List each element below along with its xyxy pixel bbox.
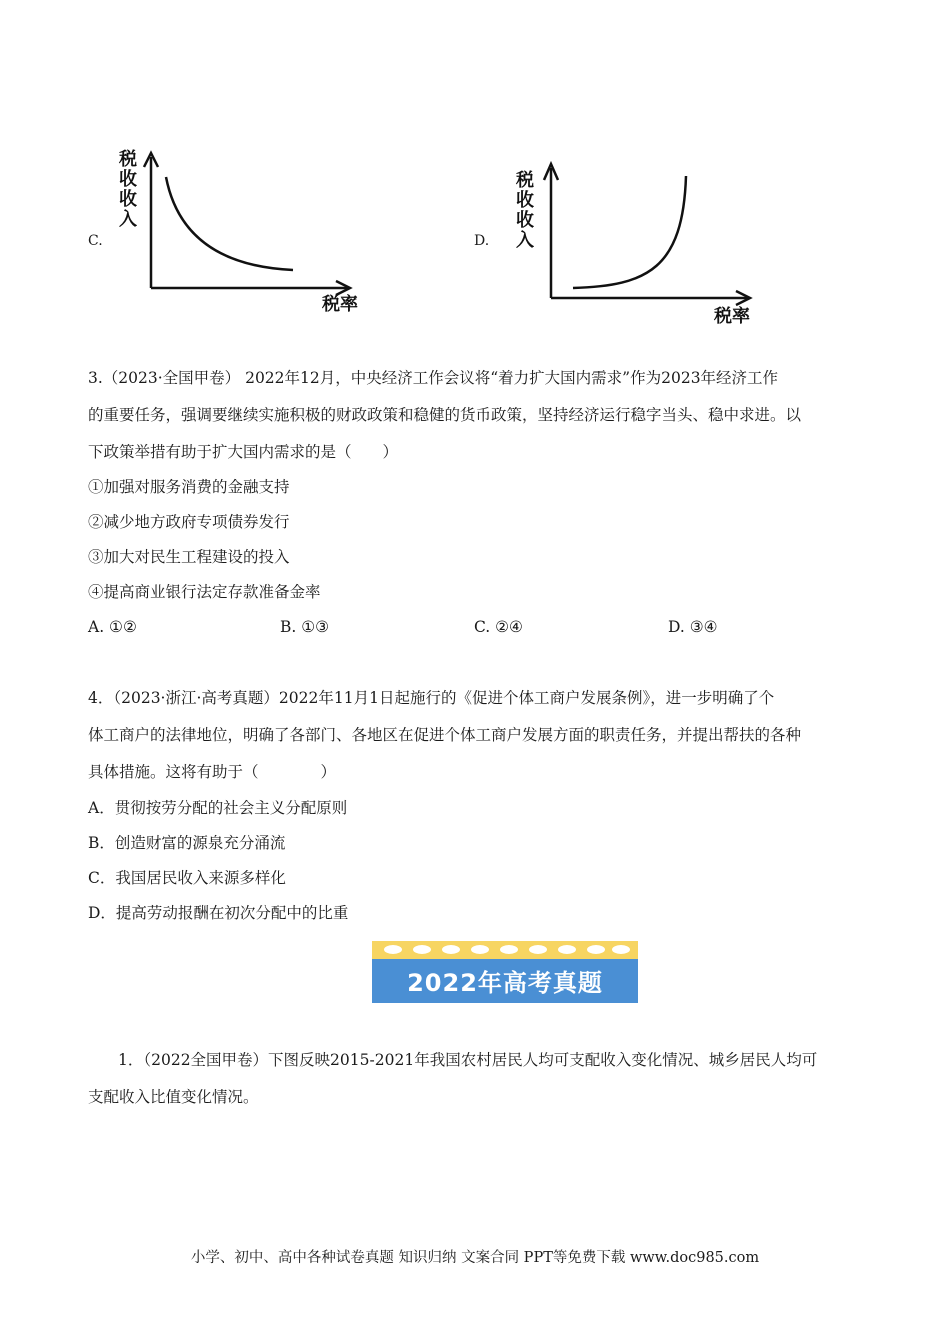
option-d-label: D. xyxy=(474,233,490,249)
banner-dot xyxy=(558,945,576,954)
q3-option-c: C. ②④ xyxy=(474,618,523,636)
q4-stem-line-3: 具体措施。这将有助于（ ） xyxy=(88,763,337,781)
q2022-1-stem-line-1: 1．（2022全国甲卷）下图反映2015-2021年我国农村居民人均可支配收入变化情况、城乡居民人均可 xyxy=(118,1051,818,1069)
banner-dot-strip xyxy=(372,941,638,959)
chart-d-curve xyxy=(573,176,686,288)
q4-option-c: C．我国居民收入来源多样化 xyxy=(88,869,286,887)
q4-option-d: D．提高劳动报酬在初次分配中的比重 xyxy=(88,904,349,922)
banner-dot xyxy=(442,945,460,954)
chart-c xyxy=(108,145,368,320)
chart-c-curve xyxy=(166,177,293,270)
chart-d-ylabel-4: 入 xyxy=(516,230,534,251)
banner-dot xyxy=(500,945,518,954)
q2022-1-stem-line-2: 支配收入比值变化情况。 xyxy=(88,1088,259,1106)
chart-c-ylabel-1: 税 xyxy=(119,149,137,170)
banner-dot xyxy=(587,945,605,954)
q3-option-a: A. ①② xyxy=(88,618,137,636)
q3-stem-line-2: 的重要任务，强调要继续实施积极的财政政策和稳健的货币政策，坚持经济运行稳字当头、稳中求进。以 xyxy=(88,406,802,424)
banner-dot xyxy=(529,945,547,954)
banner-dot xyxy=(384,945,402,954)
banner-title: 2022年高考真题 xyxy=(407,969,603,997)
q3-option-b: B. ①③ xyxy=(280,618,330,636)
q3-item-3: ③加大对民生工程建设的投入 xyxy=(88,548,290,566)
chart-d-ylabel-1: 税 xyxy=(516,170,534,191)
banner-dot xyxy=(471,945,489,954)
q4-option-a: A．贯彻按劳分配的社会主义分配原则 xyxy=(88,799,348,817)
chart-c-ylabel-2: 收 xyxy=(119,169,137,190)
q3-item-1: ①加强对服务消费的金融支持 xyxy=(88,478,290,496)
q3-option-d: D. ③④ xyxy=(668,618,718,636)
q4-stem-line-1: 4．（2023·浙江·高考真题）2022年11月1日起施行的《促进个体工商户发展条例》，进一步明确了个 xyxy=(88,689,775,707)
q3-item-2: ②减少地方政府专项债券发行 xyxy=(88,513,290,531)
q3-stem-line-1: 3.（2023·全国甲卷） 2022年12月，中央经济工作会议将“着力扩大国内需求”作为2023年经济工作 xyxy=(88,369,779,387)
q4-stem-line-2: 体工商户的法律地位，明确了各部门、各地区在促进个体工商户发展方面的职责任务，并提出帮扶的各种 xyxy=(88,726,802,744)
option-c-label: C. xyxy=(88,233,103,249)
chart-d-xlabel: 税率 xyxy=(714,306,750,327)
q3-item-4: ④提高商业银行法定存款准备金率 xyxy=(88,583,321,601)
chart-c-xlabel: 税率 xyxy=(322,294,358,315)
q4-option-b: B．创造财富的源泉充分涌流 xyxy=(88,834,286,852)
chart-c-ylabel-3: 收 xyxy=(119,189,137,210)
banner-dot xyxy=(413,945,431,954)
chart-d-ylabel-3: 收 xyxy=(516,210,534,231)
chart-c-ylabel-4: 入 xyxy=(119,209,137,230)
q3-stem-line-3: 下政策举措有助于扩大国内需求的是（ ） xyxy=(88,443,399,461)
page-footer: 小学、初中、高中各种试卷真题 知识归纳 文案合同 PPT等免费下载 www.doc985.com xyxy=(190,1250,760,1266)
chart-d-ylabel-2: 收 xyxy=(516,190,534,211)
banner-dot xyxy=(612,945,630,954)
section-banner xyxy=(372,941,638,1003)
chart-d xyxy=(508,158,768,333)
